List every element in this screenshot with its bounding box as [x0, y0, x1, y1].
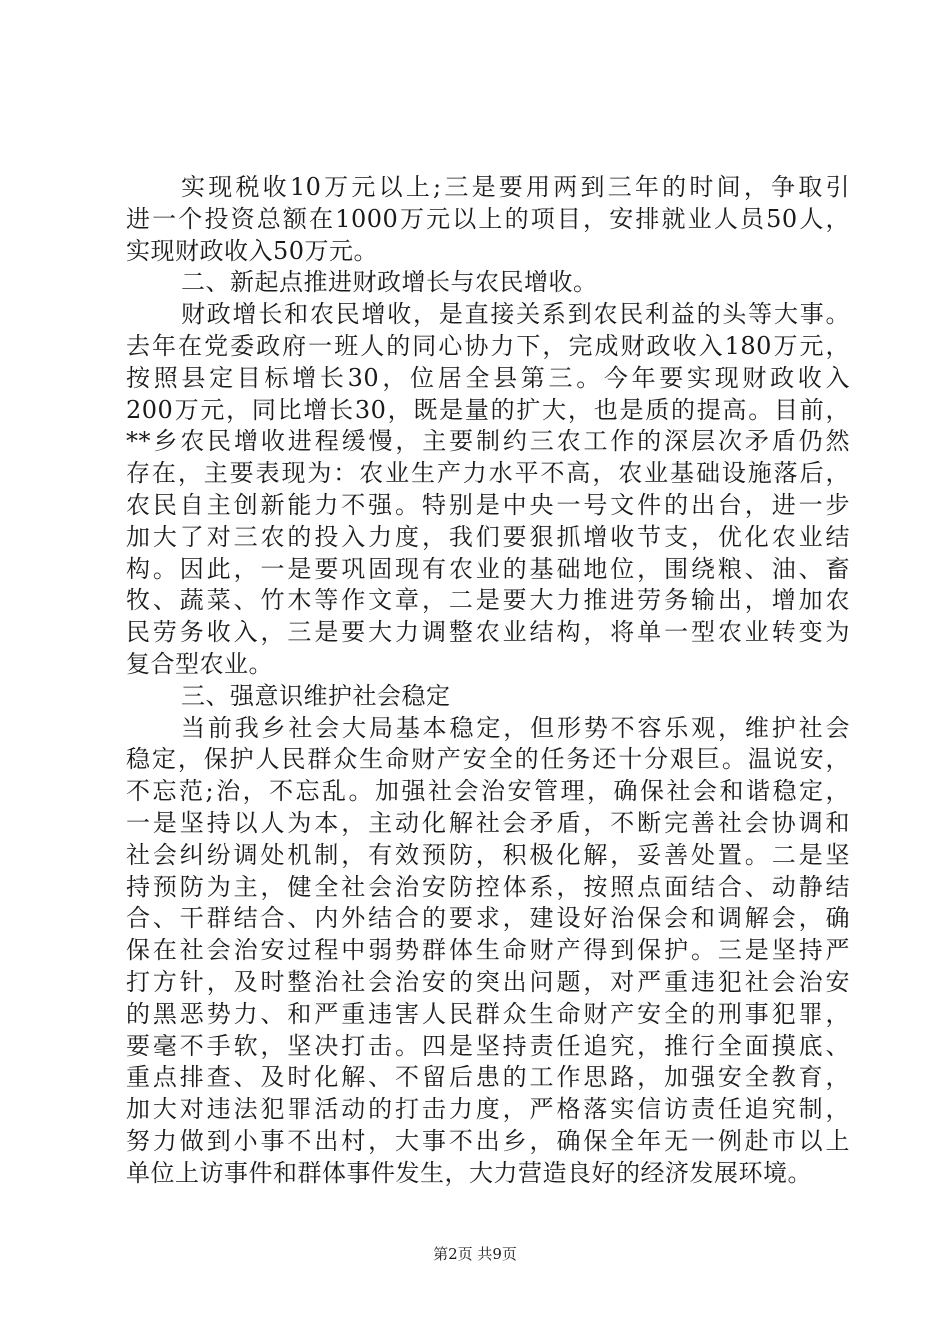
text-line: **乡农民增收进程缓慢，主要制约三农工作的深层次矛盾仍然 — [126, 427, 850, 456]
text-line: 一是坚持以人为本，主动化解社会矛盾，不断完善社会协调和 — [126, 808, 850, 837]
text-line: 二、新起点推进财政增长与农民增收。 — [181, 268, 598, 297]
text-line: 实现税收10万元以上;三是要用两到三年的时间，争取引 — [181, 173, 850, 201]
text-line: 持预防为主，健全社会治安防控体系，按照点面结合、动静结 — [126, 872, 850, 901]
text-line: 牧、蔬菜、竹木等作文章，二是要大力推进劳务输出，增加农 — [126, 586, 850, 615]
text-line: 去年在党委政府一班人的同心协力下，完成财政收入180万元， — [126, 331, 850, 360]
text-line: 存在，主要表现为：农业生产力水平不高，农业基础设施落后， — [126, 459, 850, 488]
text-line: 合、干群结合、内外结合的要求，建设好治保会和调解会，确 — [126, 904, 850, 933]
text-line: 民劳务收入，三是要大力调整农业结构，将单一型农业转变为 — [126, 618, 850, 647]
text-line: 三、强意识维护社会稳定 — [181, 681, 451, 710]
text-line: 农民自主创新能力不强。特别是中央一号文件的出台，进一步 — [126, 490, 850, 519]
body-text — [126, 172, 850, 1190]
text-line: 复合型农业。 — [126, 649, 273, 678]
text-line: 200万元，同比增长30，既是量的扩大，也是质的提高。目前， — [126, 395, 850, 424]
text-line: 实现财政收入50万元。 — [126, 236, 379, 265]
text-line: 财政增长和农民增收，是直接关系到农民利益的头等大事。 — [181, 300, 850, 329]
text-line: 要毫不手软，坚决打击。四是坚持责任追究，推行全面摸底、 — [126, 1031, 850, 1060]
text-line: 构。因此，一是要巩固现有农业的基础地位，围绕粮、油、畜 — [126, 554, 850, 583]
text-line: 保在社会治安过程中弱势群体生命财产得到保护。三是坚持严 — [126, 936, 850, 965]
text-line: 不忘范;治，不忘乱。加强社会治安管理，确保社会和谐稳定， — [126, 777, 850, 806]
text-line: 当前我乡社会大局基本稳定，但形势不容乐观，维护社会 — [181, 713, 850, 742]
text-line: 努力做到小事不出村，大事不出乡，确保全年无一例赴市以上 — [126, 1126, 850, 1155]
text-line: 的黑恶势力、和严重违害人民群众生命财产安全的刑事犯罪， — [126, 999, 850, 1028]
text-line: 社会纠纷调处机制，有效预防，积极化解，妥善处置。二是坚 — [126, 840, 850, 869]
text-line: 进一个投资总额在1000万元以上的项目，安排就业人员50人， — [126, 204, 850, 233]
text-line: 加大了对三农的投入力度，我们要狠抓增收节支，优化农业结 — [126, 522, 850, 551]
text-line: 加大对违法犯罪活动的打击力度，严格落实信访责任追究制， — [126, 1095, 850, 1124]
text-line: 稳定，保护人民群众生命财产安全的任务还十分艰巨。温说安， — [126, 745, 850, 774]
text-line: 按照县定目标增长30，位居全县第三。今年要实现财政收入 — [126, 363, 850, 392]
text-line: 打方针，及时整治社会治安的突出问题，对严重违犯社会治安 — [126, 967, 850, 996]
page-footer: 第2页 共9页 — [433, 1245, 517, 1263]
text-line: 单位上访事件和群体事件发生，大力营造良好的经济发展环境。 — [126, 1158, 812, 1187]
text-line: 重点排查、及时化解、不留后患的工作思路，加强安全教育， — [126, 1063, 850, 1092]
